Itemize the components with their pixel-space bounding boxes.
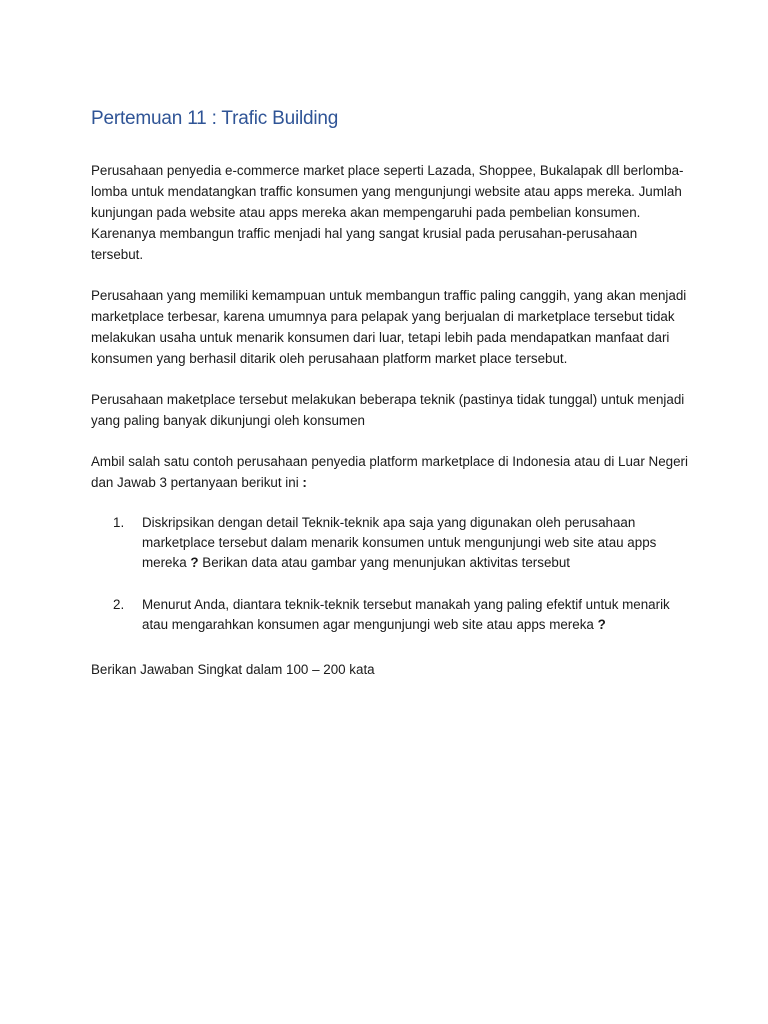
instruction-text: Ambil salah satu contoh perusahaan penyedia platform marketplace di Indonesia atau di Luar Negeri dan Jawab 3 pertanyaan berikut ini — [91, 454, 688, 490]
question-text: Menurut Anda, diantara teknik-teknik tersebut manakah yang paling efektif untuk menarik atau mengarahkan konsumen agar mengunjungi web site atau apps mereka — [142, 597, 670, 632]
paragraph-techniques: Perusahaan maketplace tersebut melakukan beberapa teknik (pastinya tidak tunggal) untuk menjadi yang paling banyak dikunjungi oleh konsumen — [91, 392, 685, 428]
paragraph-traffic: Perusahaan yang memiliki kemampuan untuk membangun traffic paling canggih, yang akan menjadi marketplace terbesar, karena umumnya para pelapak yang berjualan di marketplace tersebut tidak melakukan usaha untuk menarik konsumen dari luar, tetapi lebih pada mendapatkan manfaat dari konsumen yang berhasil ditarik oleh perusahaan platform market place tersebut. — [91, 288, 687, 366]
question-list — [91, 513, 691, 635]
page-title: Pertemuan 11 : Trafic Building — [91, 108, 339, 129]
closing-instruction: Berikan Jawaban Singkat dalam 100 – 200 kata — [91, 662, 375, 677]
document-body — [91, 108, 691, 700]
question-number: 1. — [113, 515, 125, 530]
question-mark: ? — [186, 555, 199, 570]
paragraph-intro: Perusahaan penyedia e-commerce market place seperti Lazada, Shoppee, Bukalapak dll berlomba-lomba untuk mendatangkan traffic konsumen yang mengunjungi website atau apps mereka. Jumlah kunjungan pada website atau apps mereka akan mempengaruhi pada pembelian konsumen. Karenanya membangun traffic menjadi hal yang sangat krusial pada perusahan-perusahaan tersebut. — [91, 163, 684, 262]
question-text: Diskripsikan dengan detail Teknik-teknik apa saja yang digunakan oleh perusahaan marketplace tersebut dalam menarik konsumen untuk mengunjungi web site atau apps mereka — [142, 515, 657, 570]
question-text-after: Berikan data atau gambar yang menunjukan aktivitas tersebut — [198, 555, 571, 570]
question-item — [91, 513, 691, 573]
question-item — [91, 595, 691, 635]
question-number: 2. — [113, 597, 125, 612]
instruction-colon: : — [298, 475, 307, 490]
paragraph-instruction — [91, 451, 691, 493]
question-mark: ? — [593, 617, 606, 632]
